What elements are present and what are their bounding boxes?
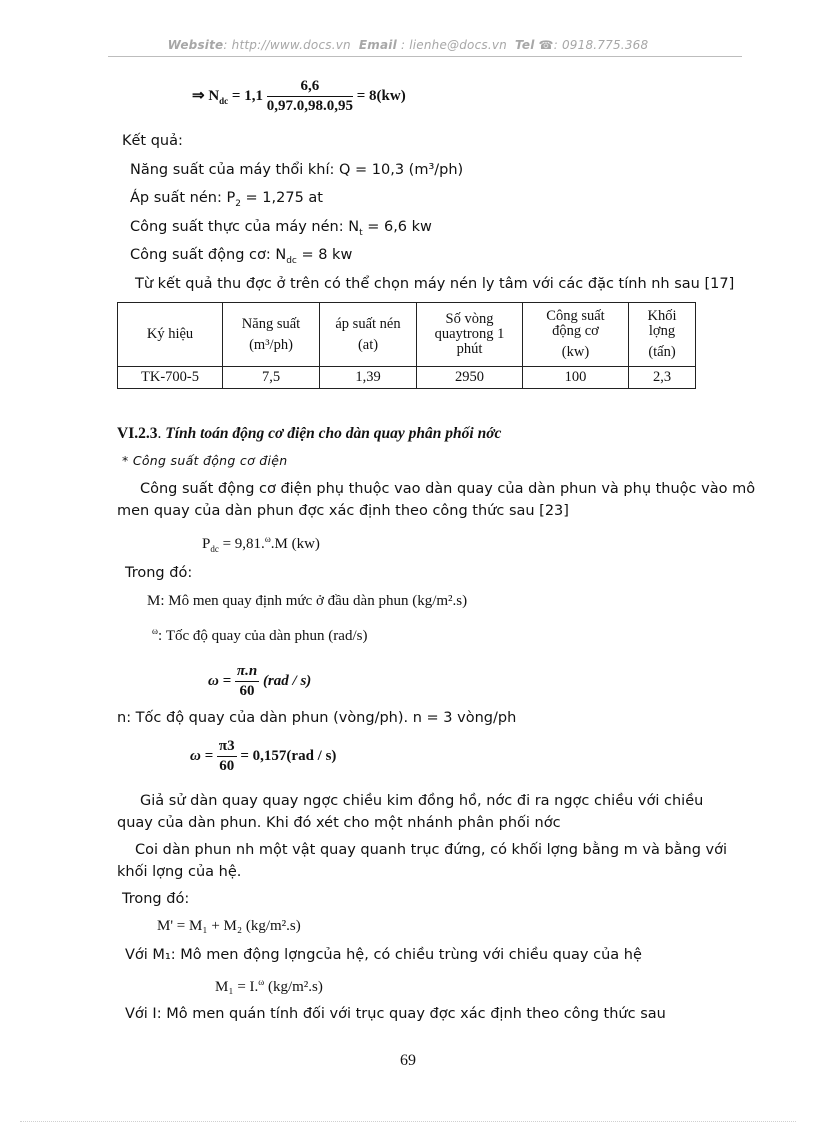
omega-value-result: = 0,157(rad / s) <box>240 747 337 764</box>
page-header <box>0 38 816 52</box>
cell-power: 100 <box>523 367 629 389</box>
formula-omega <box>208 663 311 700</box>
definition-m1: Với M₁: Mô men động lợngcủa hệ, có chiều trùng với chiều quay của hệ <box>125 947 642 963</box>
para2-line2: quay của dàn phun. Khi đó xét cho một nhánh phân phối nớc <box>117 815 561 831</box>
ndc-subscript: dc <box>219 95 229 106</box>
result-selection-text: Từ kết quả thu đợc ở trên có thể chọn máy nén ly tâm với các đặc tính nh sau [17] <box>135 276 735 292</box>
formula-m1: M₁ = I.$^\omega$ (kg/m².s) <box>215 977 323 995</box>
result-compressor-power: Công suất thực của máy nén: $N_t = 6,6$ kw <box>130 219 432 238</box>
result-motor-power: Công suất động cơ: $N_{dc} = 8$ kw <box>130 247 353 266</box>
omega-symbol: ω <box>264 534 271 544</box>
formula-ndc <box>192 78 406 115</box>
cell-symbol: TK-700-5 <box>118 367 223 389</box>
section-heading: VI.2.3. Tính toán động cơ điện cho dàn quay phân phối nớc <box>117 425 502 442</box>
omega-value-numerator: π3 <box>217 738 237 757</box>
ndc-numerator: 6,6 <box>267 78 353 97</box>
cell-pressure: 1,39 <box>320 367 417 389</box>
header-power: Công suất động cơ (kw) <box>523 303 629 367</box>
header-rpm: Số vòng quaytrong 1 phút <box>417 303 523 367</box>
implies-arrow: ⇒ <box>192 87 205 104</box>
header-pressure: áp suất nén (at) <box>320 303 417 367</box>
compressor-spec-table <box>117 302 696 389</box>
section-title: Tính toán động cơ điện cho dàn quay phân phối nớc <box>165 425 502 442</box>
formula-omega-value <box>190 738 336 775</box>
website-label: Website <box>167 38 224 52</box>
ndc-fraction <box>267 78 353 115</box>
page-bottom-border <box>20 1121 796 1122</box>
header-divider <box>108 56 742 57</box>
cell-capacity: 7,5 <box>223 367 320 389</box>
phone-icon: ☎ <box>538 38 554 52</box>
para3-line2: khối lợng của hệ. <box>117 864 242 880</box>
tel-value: : 0918.775.368 <box>553 38 649 52</box>
trong-do-1: Trong đó: <box>125 565 193 581</box>
ndc-coefficient: = 1,1 <box>231 87 263 104</box>
definition-n: n: Tốc độ quay của dàn phun (vòng/ph). n = 3 vòng/ph <box>117 710 517 726</box>
trong-do-2: Trong đó: <box>122 891 190 907</box>
result-airflow: Năng suất của máy thổi khí: Q = 10,3 (m³/ph) <box>130 162 464 178</box>
omega-lhs: ω = <box>208 672 232 689</box>
ndc-denominator: 0,97.0,98.0,95 <box>266 98 353 114</box>
para2-line1: Giả sử dàn quay quay ngợc chiều kim đồng hồ, nớc đi ra ngợc chiều với chiều <box>140 793 704 809</box>
tel-label: Tel <box>515 38 535 52</box>
page-number: 69 <box>400 1052 416 1069</box>
omega-value-denominator: 60 <box>219 758 235 774</box>
omega-value-fraction <box>217 738 237 775</box>
para1-line1: Công suất động cơ điện phụ thuộc vao dàn quay của dàn phun và phụ thuộc vào mô <box>140 481 756 497</box>
omega-units: (rad / s) <box>262 672 312 689</box>
cell-rpm: 2950 <box>417 367 523 389</box>
ndc-result: = 8(kw) <box>356 87 406 104</box>
definition-omega: $^\omega$: Tốc độ quay của dàn phun (rad/s) <box>152 626 368 644</box>
table-row <box>118 367 696 389</box>
para3-line1: Coi dàn phun nh một vật quay quanh trục đứng, có khối lợng bằng m và bằng với <box>135 842 728 858</box>
omega-numerator: π.n <box>235 663 259 682</box>
header-capacity: Năng suất (m³/ph) <box>223 303 320 367</box>
email-value: : lienhe@docs.vn <box>400 38 507 52</box>
formula-pdc: $P_{dc} = 9,81.^\omega.M$ (kw) <box>202 534 320 554</box>
section-subtitle: * Công suất động cơ điện <box>122 453 288 468</box>
email-label: Email <box>358 38 397 52</box>
header-mass: Khối lợng (tấn) <box>629 303 696 367</box>
omega-fraction <box>235 663 259 700</box>
header-symbol: Ký hiệu <box>118 303 223 367</box>
omega-denominator: 60 <box>239 683 255 699</box>
para1-line2: men quay của dàn phun đợc xác định theo công thức sau [23] <box>117 503 569 519</box>
formula-mprime: M' = M₁ + M₂ (kg/m².s) <box>157 918 301 934</box>
section-number: VI.2.3 <box>117 425 158 442</box>
definition-i: Với I: Mô men quán tính đối với trục quay đợc xác định theo công thức sau <box>125 1006 666 1022</box>
website-value: : http://www.docs.vn <box>223 38 351 52</box>
result-pressure: Áp suất nén: $P_2 = 1,275$ at <box>130 190 323 209</box>
definition-m: M: Mô men quay định mức ở đầu dàn phun (kg/m².s) <box>147 593 468 609</box>
cell-mass: 2,3 <box>629 367 696 389</box>
ndc-symbol: N <box>208 87 220 104</box>
omega-value-lhs: ω = <box>190 747 214 764</box>
table-header-row <box>118 303 696 367</box>
results-title: Kết quả: <box>122 133 183 149</box>
